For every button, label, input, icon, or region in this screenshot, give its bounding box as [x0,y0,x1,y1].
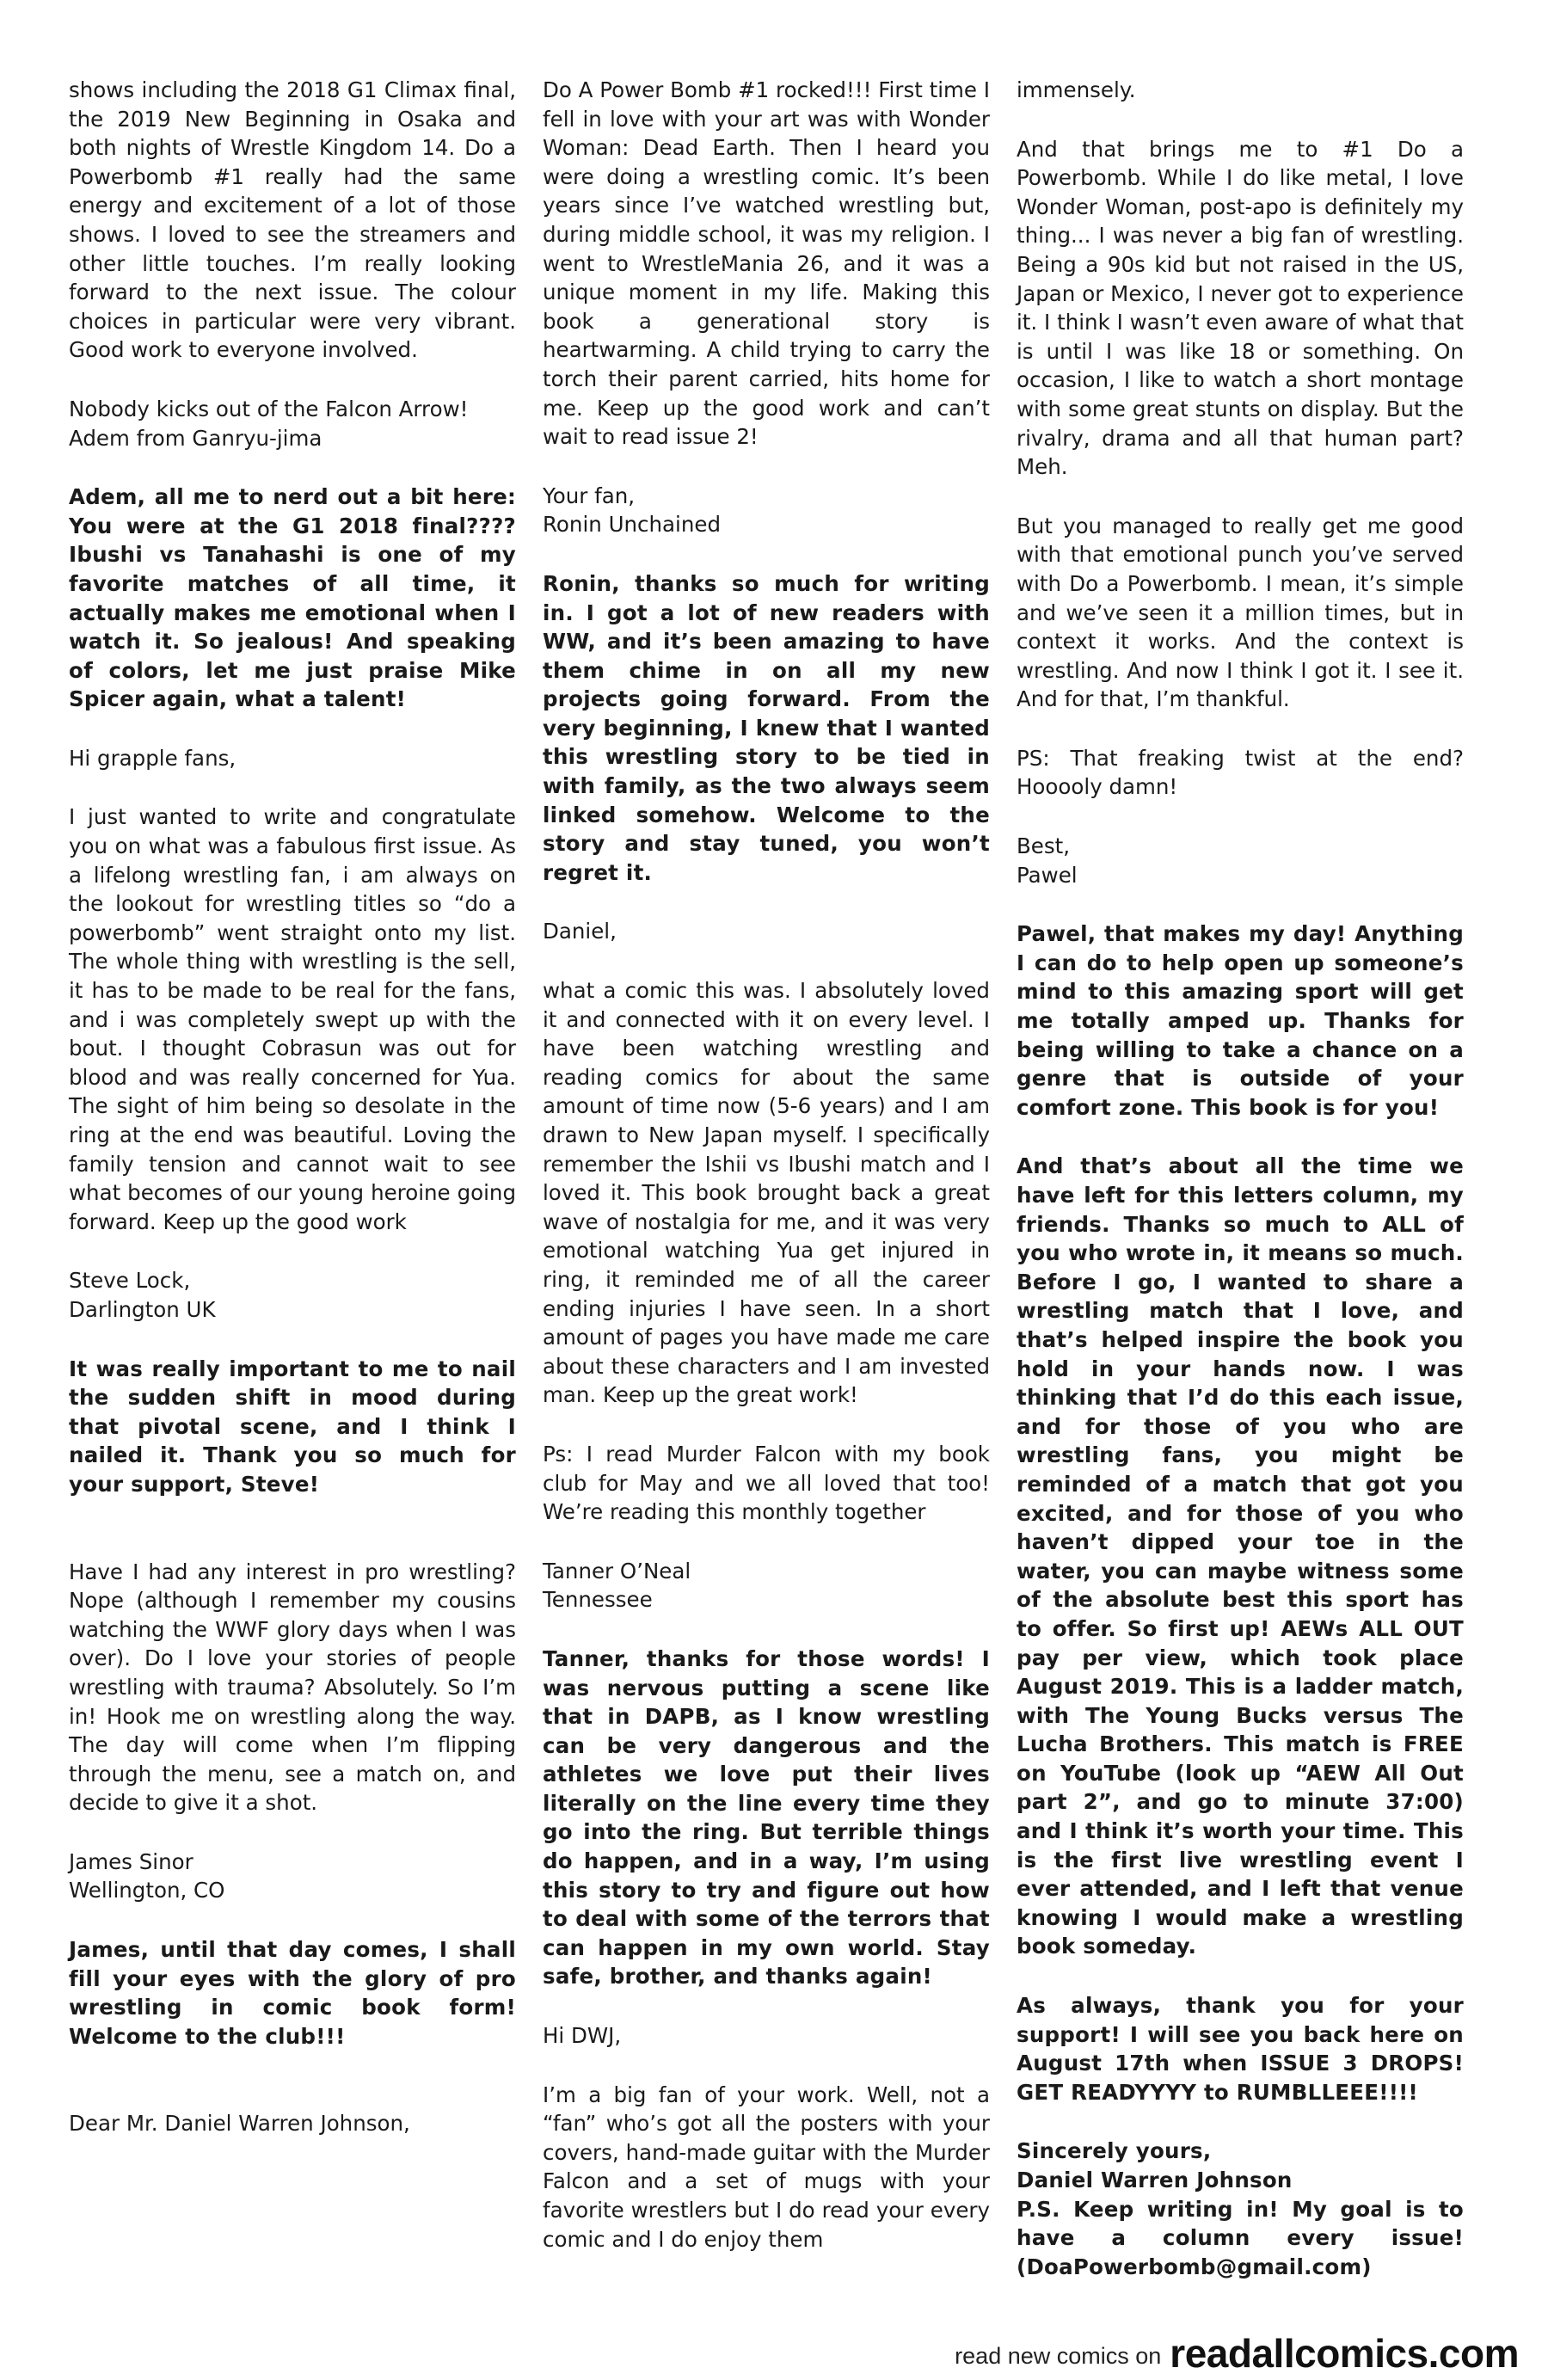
editor-reply: And that’s about all the time we have left for this letters column, my friends. Thanks so much to ALL of you who wrote in, it means so much. Before I go, I wanted to share a wrestling match that I love, and that’s helped inspire the book you hold in your hands now. I was thinking that I’d do this each issue, and for those of you who are wrestling fans, you might be reminded of a match that got you excited, and for those of you who haven’t dipped your toe in the water, you can maybe witness some of the absolute best this sport has to offer. So first up! AEWs ALL OUT pay per view, which took place August 2019. This is a ladder match, with The Young Bucks versus The Lucha Brothers. This match is FREE on YouTube (look up “AEW All Out part 2”, and go to minute 37:00) and I think it’s worth your time. This is the first live wrestling event I ever attended, and I left that venue knowing I would make a wrestling book someday. [1017,1153,1464,1959]
reader-letter-paragraph: And that brings me to #1 Do a Powerbomb. While I do like metal, I love Wonder Woman, post-apo is definitely my thing... I was never a big fan of wrestling. Being a 90s kid but not raised in the US, Japan or Mexico, I never got to experience it. I think I wasn’t even aware of what that is until I was like 18 or something. On occasion, I like to watch a short montage with some great stunts on display. But the rivalry, drama and all that human part? Meh. [1017,136,1464,480]
letters-column-3 [1017,76,1464,2311]
site-logo[interactable]: readallcomics.com [1170,2331,1519,2376]
editor-reply: Tanner, thanks for those words! I was nervous putting a scene like that in DAPB, as I know wrestling can be very dangerous and the athletes we love put their lives literally on the line every time they go into the ring. But terrible things do happen, and in a way, I’m using this story to try and figure out how to deal with some of the terrors that can happen in my own world. Stay safe, brother, and thanks again! [543,1645,990,1989]
reader-letter-paragraph: PS: That freaking twist at the end? Hooooly damn! [1017,745,1464,800]
editor-reply: Sincerely yours, Daniel Warren Johnson P.S. Keep writing in! My goal is to have a column every issue! (DoaPowerbomb@gmail.com) [1017,2138,1464,2279]
reader-letter-paragraph: what a comic this was. I absolutely loved it and connected with it on every level. I have been watching wrestling and reading comics for about the same amount of time now (5-6 years) and I am drawn to New Japan myself. I specifically remember the Ishii vs Ibushi match and I loved it. This book brought back a great wave of nostalgia for me, and it was very emotional watching Yua get injured in ring, it reminded me of all the career ending injuries I have seen. In a short amount of pages you have made me care about these characters and I am invested man. Keep up the great work! [543,978,990,1408]
reader-letter-paragraph: I’m a big fan of your work. Well, not a “fan” who’s got all the posters with your covers, hand-made guitar with the Murder Falcon and a set of mugs with your favorite wrestlers but I do read your every comic and I do enjoy them [543,2082,990,2252]
site-footer [955,2325,1519,2377]
editor-reply: As always, thank you for your support! I will see you back here on August 17th when ISSUE 3 DROPS! GET READYYYY to RUMBLLEEE!!!! [1017,1993,1464,2105]
reader-letter-paragraph: immensely. [1017,77,1136,102]
editor-reply: Pawel, that makes my day! Anything I can do to help open up someone’s mind to this amazing sport will get me totally amped up. Thanks for being willing to take a chance on a genre that is outside of your comfort zone. This book is for you! [1017,921,1464,1120]
reader-letter-paragraph: shows including the 2018 G1 Climax final, the 2019 New Beginning in Osaka and both nights of Wrestle Kingdom 14. Do a Powerbomb #1 really had the same energy and excitement of a lot of those shows. I loved to see the streamers and other little touches. I’m really looking forward to the next issue. The colour choices in particular were very vibrant. Good work to everyone involved. [69,77,516,363]
reader-letter-paragraph: James Sinor Wellington, CO [69,1848,225,1903]
editor-reply: James, until that day comes, I shall fill your eyes with the glory of pro wrestling in comic book form! Welcome to the club!!! [69,1937,516,2049]
reader-letter-paragraph: Best, Pawel [1017,833,1078,888]
reader-letter-paragraph: But you managed to really get me good with that emotional punch you’ve served with Do a Powerbomb. I mean, it’s simple and we’ve seen it a million times, but in context it works. And the context is wrestling. And now I think I got it. I see it. And for that, I’m thankful. [1017,513,1464,712]
reader-letter-paragraph: Hi grapple fans, [69,745,236,771]
editor-reply: Ronin, thanks so much for writing in. I got a lot of new readers with WW, and it’s been amazing to have them chime in on all my new projects going forward. From the very beginning, I knew that I wanted this wrestling story to be tied in with family, as the two always seem linked somehow. Welcome to the story and stay tuned, you won’t regret it. [543,570,990,885]
reader-letter-paragraph: Ps: I read Murder Falcon with my book club for May and we all loved that too! We’re reading this monthly together [543,1441,990,1525]
editor-reply: It was really important to me to nail the sudden shift in mood during that pivotal scene, and I think I nailed it. Thank you so much for your support, Steve! [69,1356,516,1497]
reader-letter-paragraph: Steve Lock, Darlington UK [69,1268,216,1322]
reader-letter-paragraph: Dear Mr. Daniel Warren Johnson, [69,2111,410,2137]
reader-letter-paragraph: Nobody kicks out of the Falcon Arrow! Adem from Ganryu-jima [69,396,469,451]
footer-text: read new comics on [955,2343,1162,2369]
reader-letter-paragraph: Have I had any interest in pro wrestling? Nope (although I remember my cousins watching the WWF glory days when I was over). Do I love your stories of people wrestling with trauma? Absolutely. So I’m in! Hook me on wrestling along the way. The day will come when I’m flipping through the menu, see a match on, and decide to give it a shot. [69,1559,516,1816]
reader-letter-paragraph: I just wanted to write and congratulate you on what was a fabulous first issue. As a lifelong wrestling fan, i am always on the lookout for wrestling titles so “do a powerbomb” went straight onto my list. The whole thing with wrestling is the sell, it has to be made to be real for the fans, and i was completely swept up with the bout. I thought Cobrasun was out for blood and was really concerned for Yua. The sight of him being so desolate in the ring at the end was beautiful. Loving the family tension and cannot wait to see what becomes of our young heroine going forward. Keep up the good work [69,804,516,1234]
reader-letter-paragraph: Tanner O’Neal Tennessee [543,1558,691,1613]
reader-letter-paragraph: Do A Power Bomb #1 rocked!!! First time I fell in love with your art was with Wonder Woman: Dead Earth. Then I heard you were doing a wrestling comic. It’s been years since I’ve watched wrestling but, during middle school, it was my religion. I went to WrestleMania 26, and it was a unique moment in my life. Making this book a generational story is heartwarming. A child trying to carry the torch their parent carried, hits home for me. Keep up the good work and can’t wait to read issue 2! [543,77,990,450]
letters-column-1 [69,76,516,2168]
reader-letter-paragraph: Daniel, [543,919,617,944]
letters-column-2 [543,76,990,2284]
reader-letter-paragraph: Hi DWJ, [543,2023,622,2049]
editor-reply: Adem, all me to nerd out a bit here: You were at the G1 2018 final???? Ibushi vs Tanahashi is one of my favorite matches of all time, it actually makes me emotional when I watch it. So jealous! And speaking of colors, let me just praise Mike Spicer again, what a talent! [69,484,516,712]
reader-letter-paragraph: Your fan, Ronin Unchained [543,483,721,538]
